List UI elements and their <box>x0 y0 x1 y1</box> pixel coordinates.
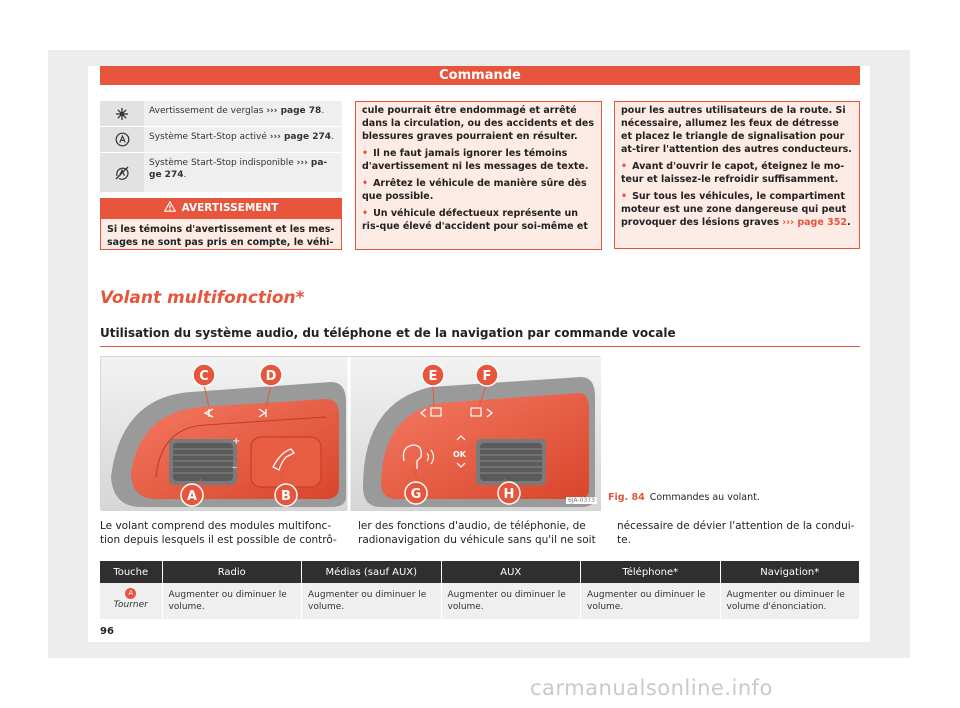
column-header: Médias (sauf AUX) <box>302 561 442 583</box>
table-row <box>100 583 860 619</box>
column-header: Téléphone* <box>581 561 721 583</box>
body-text: ler des fonctions d'audio, de téléphonie, de radionavigation du véhicule sans qu'il ne soit <box>358 520 596 546</box>
indicator-text: Système Start-Stop activé ››› page 274. <box>144 127 342 152</box>
column-header: Touche <box>100 561 162 583</box>
figure-caption: Fig. 84 Commandes au volant. <box>608 492 760 503</box>
indicator-text: Avertissement de verglas ››› page 78. <box>144 101 342 126</box>
controls-table <box>100 561 860 619</box>
key-badge: A <box>125 588 136 599</box>
page-number: 96 <box>100 626 114 637</box>
table-cell: Augmenter ou diminuer le volume. <box>302 583 442 619</box>
ice-crystal-icon <box>100 101 144 126</box>
warning-paragraph: Si les témoins d'avertissement et les mes-sages ne sont pas pris en compte, le véhi- <box>107 224 335 248</box>
section-subtitle: Utilisation du système audio, du téléphone et de la navigation par commande vocale <box>100 326 676 340</box>
warning-bullet: • Il ne faut jamais ignorer les témoins d'avertissement ni les messages de texte. <box>362 147 595 173</box>
indicator-table <box>100 101 342 193</box>
section-divider <box>100 346 860 347</box>
figure-number: Fig. 84 <box>608 492 645 503</box>
table-cell: Augmenter ou diminuer le volume. <box>162 583 302 619</box>
label-h: H <box>503 487 515 502</box>
body-text: Le volant comprend des modules multifonc-tion depuis lesquels il est possible de contrô- <box>100 520 337 546</box>
chapter-header: Commande <box>100 66 860 85</box>
label-d: D <box>265 369 277 384</box>
svg-text:–: – <box>232 462 237 473</box>
warning-bullet: • Arrêtez le véhicule de manière sûre dès que possible. <box>362 177 595 203</box>
warning-bullet: • Un véhicule défectueux représente un ris-que élevé d'accident pour soi-même et <box>362 207 595 233</box>
figure-illustration <box>101 357 601 511</box>
svg-text:+: + <box>232 436 241 447</box>
section-title: Volant multifonction* <box>100 288 305 308</box>
column-header: Navigation* <box>720 561 860 583</box>
label-c: C <box>199 369 209 384</box>
page-link[interactable]: ››› pa-ge 274 <box>149 158 328 180</box>
start-stop-icon <box>100 127 144 152</box>
table-cell: Augmenter ou diminuer le volume. <box>441 583 581 619</box>
page-link[interactable]: ››› page 274 <box>269 132 331 142</box>
figure-code: 6JA-0373 <box>568 497 595 504</box>
table-header-row <box>100 561 860 583</box>
table-cell: Augmenter ou diminuer le volume d'énonciation. <box>720 583 860 619</box>
warning-box <box>614 101 860 249</box>
warning-bullet: • Avant d'ouvrir le capot, éteignez le mo-teur et laissez-le refroidir suffisamment. <box>621 160 853 186</box>
indicator-row <box>100 127 342 153</box>
label-f: F <box>482 369 492 384</box>
warning-paragraph: cule pourrait être endommagé et arrêté dans la circulation, ou des accidents et des blessures graves pourraient en résulter. <box>362 105 594 142</box>
label-b: B <box>281 489 291 504</box>
page-link[interactable]: ››› page 352 <box>782 217 847 228</box>
warning-paragraph: pour les autres utilisateurs de la route. Si nécessaire, allumez les feux de détresse et placez le triangle de signalisation pour at-tirer l'attention des autres conducteurs. <box>621 105 852 155</box>
warning-title: AVERTISSEMENT <box>181 202 279 214</box>
watermark-text: carmanualsonline.info <box>530 676 773 700</box>
column-header: Radio <box>162 561 302 583</box>
warning-triangle-icon <box>164 201 176 215</box>
indicator-text: Système Start-Stop indisponible ››› pa-ge 274. <box>144 153 342 192</box>
table-cell-key: A Tourner <box>100 583 162 619</box>
label-e: E <box>428 369 438 384</box>
figure-steering-controls <box>100 356 600 510</box>
indicator-row <box>100 101 342 127</box>
warning-box <box>100 218 342 250</box>
page-link[interactable]: ››› page 78 <box>266 106 322 116</box>
warning-box <box>355 101 602 250</box>
warning-header <box>100 198 342 218</box>
label-g: G <box>410 487 422 502</box>
warning-bullet: • Sur tous les véhicules, le compartiment moteur est une zone dangereuse qui peut provoquer des lésions graves ››› page 352. <box>621 190 853 229</box>
start-stop-off-icon <box>100 153 144 192</box>
column-header: AUX <box>441 561 581 583</box>
body-text: nécessaire de dévier l'attention de la condui-te. <box>617 520 855 546</box>
svg-text:OK: OK <box>453 450 466 459</box>
indicator-row <box>100 153 342 193</box>
table-cell: Augmenter ou diminuer le volume. <box>581 583 721 619</box>
label-a: A <box>186 489 198 504</box>
